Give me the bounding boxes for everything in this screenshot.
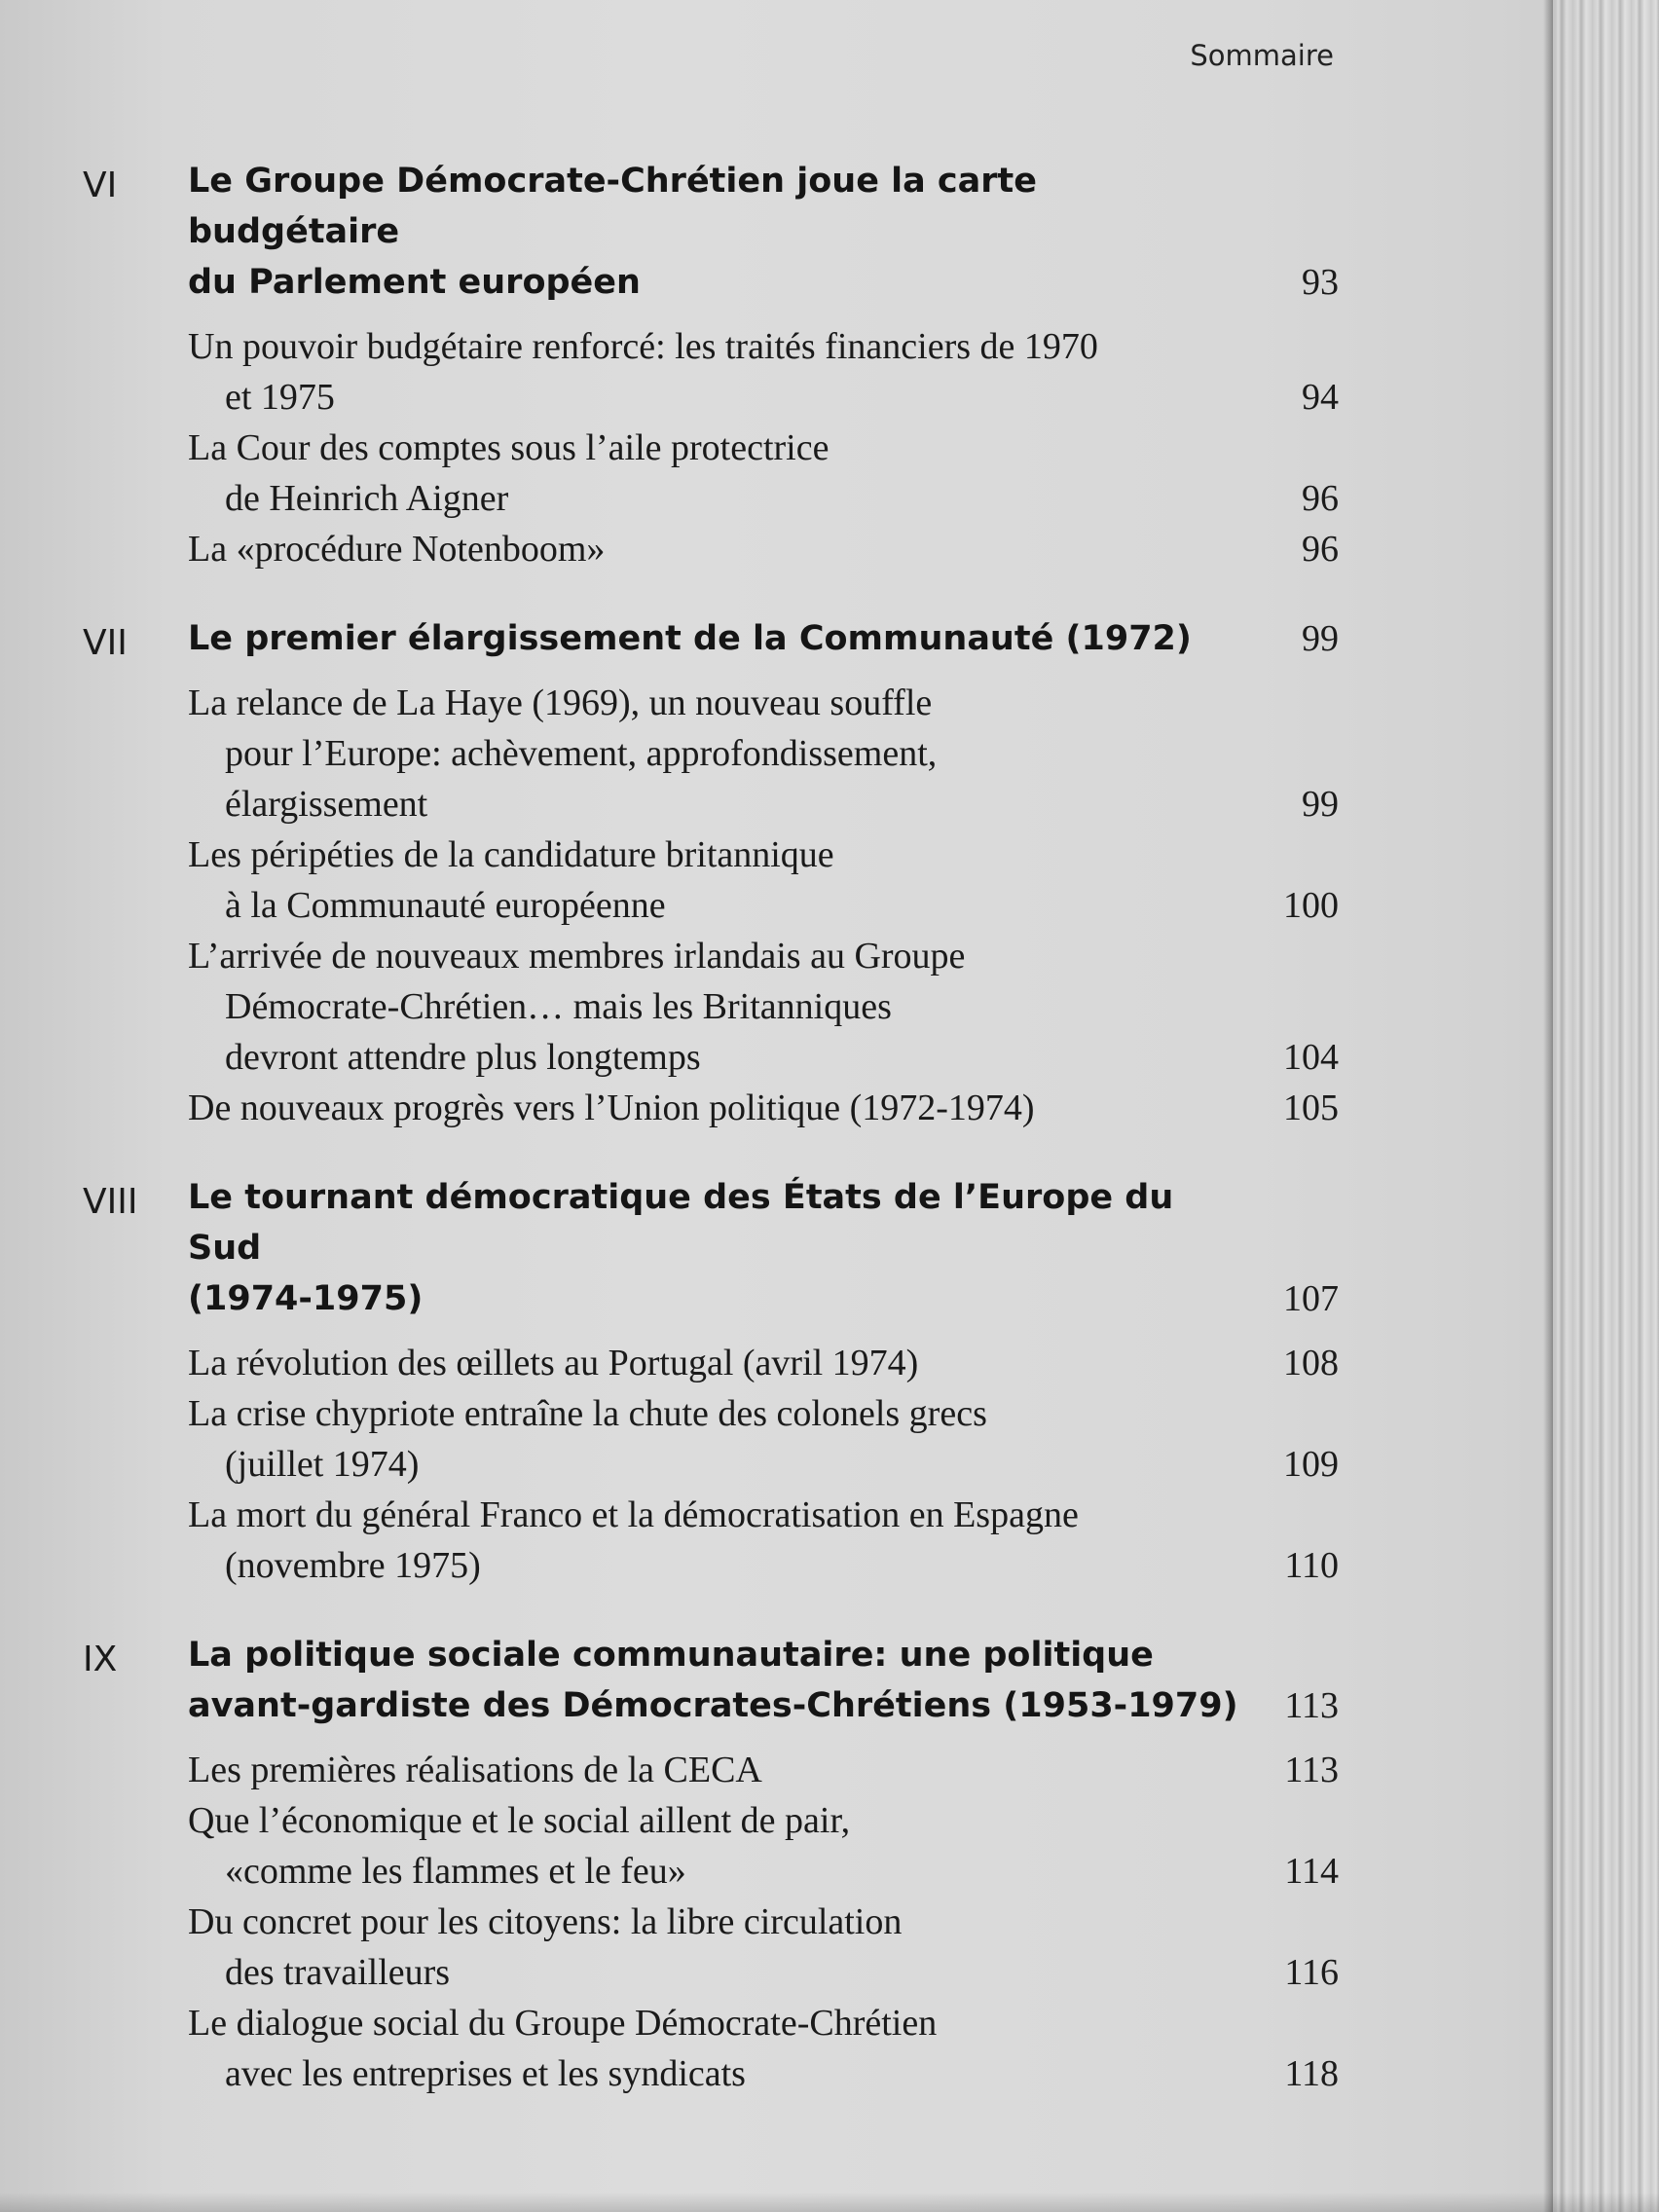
entry-title-line: La relance de La Haye (1969), un nouveau souffle bbox=[188, 682, 933, 723]
entry-title-line: à la Communauté européenne bbox=[225, 885, 666, 926]
toc-entry bbox=[188, 1897, 1339, 1998]
entry-title-line: Que l’économique et le social aillent de pair, bbox=[188, 1800, 851, 1841]
entry-page-number: 100 bbox=[1283, 885, 1339, 926]
entry-title-line: Le dialogue social du Groupe Démocrate-Chrétien bbox=[188, 2003, 938, 2044]
chapter-page-number: 99 bbox=[1302, 618, 1339, 659]
toc-entry bbox=[188, 1745, 1339, 1795]
chapter-title bbox=[188, 1630, 1249, 1731]
chapter-page-number: 113 bbox=[1284, 1685, 1339, 1726]
chapter-title-line: Le Groupe Démocrate-Chrétien joue la carte budgétaire bbox=[188, 162, 1038, 251]
chapter-title bbox=[188, 156, 1249, 308]
chapter-title-line: Le tournant démocratique des États de l’Europe du Sud bbox=[188, 1178, 1174, 1268]
entry-title bbox=[188, 1745, 1230, 1795]
entry-title bbox=[188, 1083, 1230, 1133]
entry-page-number: 114 bbox=[1284, 1851, 1339, 1892]
entry-title bbox=[188, 321, 1230, 423]
entry-title-line: La mort du général Franco et la démocratisation en Espagne bbox=[188, 1494, 1079, 1535]
toc-entry bbox=[188, 1795, 1339, 1897]
entry-title-line: des travailleurs bbox=[225, 1952, 451, 1993]
chapter-page-number: 93 bbox=[1302, 262, 1339, 303]
entry-title-line: La «procédure Notenboom» bbox=[188, 529, 606, 570]
entry-title-line: élargissement bbox=[225, 784, 428, 825]
entry-title-line: Les péripéties de la candidature britannique bbox=[188, 834, 834, 875]
chapter-number: VI bbox=[83, 166, 118, 205]
entry-title-line: de Heinrich Aigner bbox=[225, 478, 509, 519]
toc-entry bbox=[188, 321, 1339, 423]
toc-entry bbox=[188, 1490, 1339, 1591]
toc-entry bbox=[188, 1083, 1339, 1133]
toc-entry bbox=[188, 1388, 1339, 1490]
chapter-page-number: 107 bbox=[1283, 1278, 1339, 1319]
entry-title bbox=[188, 1388, 1230, 1490]
chapter-title-line: La politique sociale communautaire: une politique bbox=[188, 1636, 1154, 1675]
entry-page-number: 108 bbox=[1283, 1343, 1339, 1383]
entry-page-number: 116 bbox=[1284, 1952, 1339, 1993]
entry-title bbox=[188, 1897, 1230, 1998]
entry-page-number: 99 bbox=[1302, 784, 1339, 825]
chapter-title-line: avant-gardiste des Démocrates-Chrétiens (1953-1979) bbox=[188, 1686, 1238, 1725]
toc-entry bbox=[188, 1998, 1339, 2099]
entry-title bbox=[188, 524, 1230, 574]
entry-page-number: 113 bbox=[1284, 1750, 1339, 1790]
toc-entry bbox=[188, 423, 1339, 524]
toc-entry bbox=[188, 931, 1339, 1083]
entry-title-line: pour l’Europe: achèvement, approfondissement, bbox=[225, 733, 938, 774]
chapter-title bbox=[188, 613, 1249, 664]
chapter-heading bbox=[83, 1172, 1339, 1324]
entry-title-line: La crise chypriote entraîne la chute des colonels grecs bbox=[188, 1393, 987, 1434]
toc-entry bbox=[188, 1338, 1339, 1388]
chapter-number: VII bbox=[83, 623, 128, 663]
toc-entry bbox=[188, 524, 1339, 574]
entry-page-number: 96 bbox=[1302, 529, 1339, 570]
entry-title-line: La révolution des œillets au Portugal (avril 1974) bbox=[188, 1343, 919, 1383]
entry-title bbox=[188, 1795, 1230, 1897]
chapter-title bbox=[188, 1172, 1249, 1324]
entry-page-number: 109 bbox=[1283, 1444, 1339, 1485]
entry-title bbox=[188, 1490, 1230, 1591]
toc-chapter bbox=[83, 1172, 1339, 1591]
entry-title-line: avec les entreprises et les syndicats bbox=[225, 2053, 746, 2094]
entry-title bbox=[188, 830, 1230, 931]
entry-title bbox=[188, 1338, 1230, 1388]
chapter-number: VIII bbox=[83, 1182, 138, 1222]
entry-title-line: (novembre 1975) bbox=[225, 1545, 481, 1586]
entry-title bbox=[188, 1998, 1230, 2099]
entry-page-number: 105 bbox=[1283, 1088, 1339, 1128]
entry-title bbox=[188, 423, 1230, 524]
entry-page-number: 118 bbox=[1284, 2053, 1339, 2094]
toc-chapter bbox=[83, 156, 1339, 574]
chapter-heading bbox=[83, 156, 1339, 308]
table-of-contents bbox=[83, 156, 1339, 2138]
toc-entry bbox=[188, 830, 1339, 931]
toc-chapter bbox=[83, 613, 1339, 1133]
entry-title-line: Les premières réalisations de la CECA bbox=[188, 1750, 762, 1790]
chapter-heading bbox=[83, 1630, 1339, 1731]
entry-title-line: De nouveaux progrès vers l’Union politique (1972-1974) bbox=[188, 1088, 1035, 1128]
entry-page-number: 104 bbox=[1283, 1037, 1339, 1078]
chapter-title-line: du Parlement européen bbox=[188, 263, 641, 302]
entry-title bbox=[188, 931, 1230, 1083]
entry-page-number: 94 bbox=[1302, 377, 1339, 418]
entry-title-line: et 1975 bbox=[225, 377, 335, 418]
scan-edge bbox=[0, 2193, 1659, 2212]
entry-title bbox=[188, 678, 1230, 830]
chapter-title-line: (1974-1975) bbox=[188, 1279, 424, 1318]
entry-title-line: L’arrivée de nouveaux membres irlandais au Groupe bbox=[188, 936, 966, 977]
running-head: Sommaire bbox=[1190, 39, 1334, 72]
entry-title-line: devront attendre plus longtemps bbox=[225, 1037, 701, 1078]
toc-entry bbox=[188, 678, 1339, 830]
chapter-number: IX bbox=[83, 1640, 118, 1679]
chapter-title-line: Le premier élargissement de la Communauté (1972) bbox=[188, 619, 1192, 658]
entry-title-line: La Cour des comptes sous l’aile protectrice bbox=[188, 427, 830, 468]
chapter-heading bbox=[83, 613, 1339, 664]
entry-title-line: Démocrate-Chrétien… mais les Britanniques bbox=[225, 986, 892, 1027]
entry-title-line: (juillet 1974) bbox=[225, 1444, 420, 1485]
entry-title-line: Un pouvoir budgétaire renforcé: les traités financiers de 1970 bbox=[188, 326, 1098, 367]
entry-page-number: 110 bbox=[1284, 1545, 1339, 1586]
toc-chapter bbox=[83, 1630, 1339, 2099]
entry-title-line: Du concret pour les citoyens: la libre circulation bbox=[188, 1901, 903, 1942]
entry-title-line: «comme les flammes et le feu» bbox=[225, 1851, 686, 1892]
page-edge bbox=[1553, 0, 1659, 2212]
entry-page-number: 96 bbox=[1302, 478, 1339, 519]
